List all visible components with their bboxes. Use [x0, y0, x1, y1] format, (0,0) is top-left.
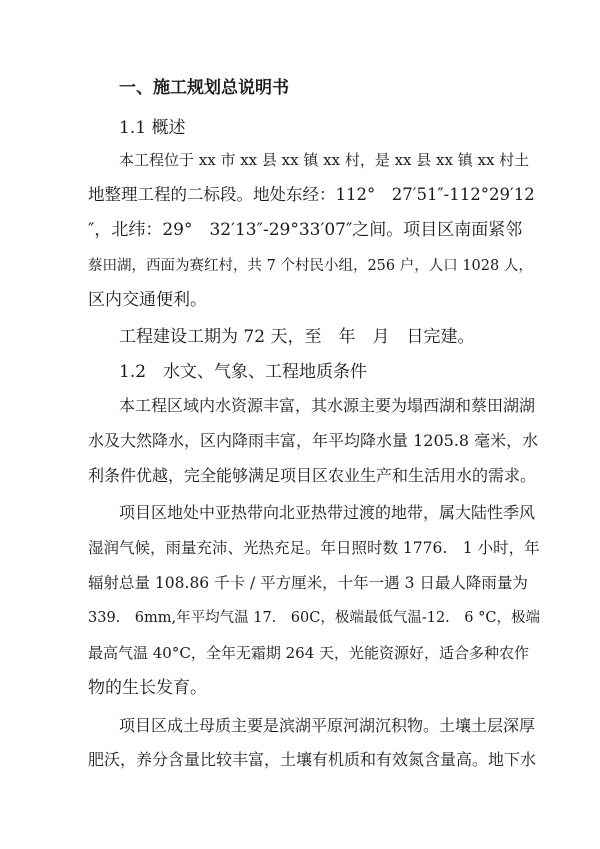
paragraph-line: 蔡田湖，西面为赛红村，共 7 个村民小组，256 户，人口 1028 人，: [88, 258, 533, 274]
paragraph-line: 本工程区域内水资源丰富，其水源主要为塌西湖和蔡田湖湖: [119, 396, 536, 415]
paragraph-line: 339. 6mm,年平均气温 17. 60C，极端最低气温-12. 6 °C，极端: [88, 610, 540, 626]
paragraph-line: 区内交通便利。: [88, 290, 207, 310]
paragraph-line: 项目区成土母质主要是滨湖平原河湖沉积物。土壤土层深厚: [119, 716, 536, 735]
paragraph-line: 肥沃，养分含量比较丰富，土壤有机质和有效氮含量高。地下水: [88, 750, 537, 769]
paragraph-line: ″，北纬：29° 32′13″-29°33′07″之间。项目区南面紧邻: [88, 220, 523, 240]
paragraph-line: 辐射总量 108.86 千卡 / 平方厘米，十年一遇 3 日最人降雨量为: [88, 574, 528, 592]
subsection-heading-1-1: 1.1 概述: [119, 118, 186, 138]
paragraph-line: 工程建设工期为 72 天，至 年 月 日完建。: [119, 327, 475, 347]
paragraph-line: 本工程位于 xx 市 xx 县 xx 镇 xx 村，是 xx 县 xx 镇 xx 村土: [119, 151, 530, 169]
paragraph-line: 物的生长发育。: [88, 678, 207, 698]
paragraph-line: 利条件优越，完全能够满足项目区农业生产和生活用水的需求。: [88, 466, 537, 485]
paragraph-line: 水及大然降水，区内降雨丰富，年平均降水量 1205.8 毫米，水: [88, 431, 539, 450]
paragraph-line: 地整理工程的二标段。地处东经：112° 27′51″-112°29′12: [88, 185, 535, 204]
paragraph-line: 湿润气候，雨量充沛、光热充足。年日照时数 1776. 1 小时，年: [88, 539, 540, 557]
paragraph-line: 项目区地处中亚热带向北亚热带过渡的地带，属大陆性季风: [119, 503, 536, 522]
paragraph-line: 最高气温 40°C，全年无霜期 264 天，光能资源好，适合多种农作: [88, 644, 530, 662]
subsection-heading-1-2: 1.2 水文、气象、工程地质条件: [119, 362, 368, 382]
section-title: 一、施工规划总说明书: [119, 78, 289, 98]
